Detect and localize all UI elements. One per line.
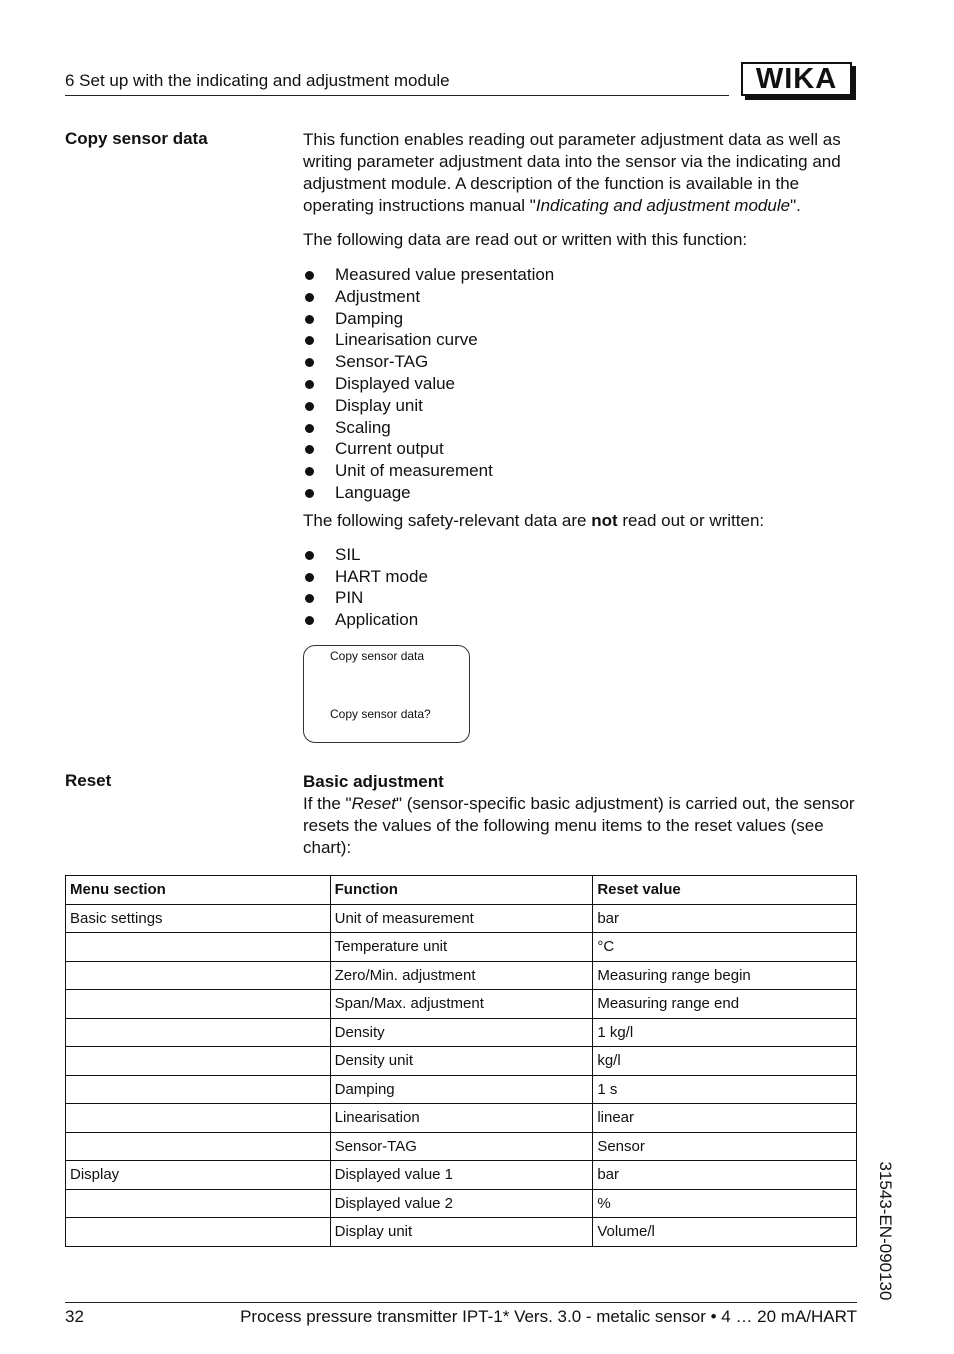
cell-reset-value: °C	[593, 933, 857, 962]
bullet-icon	[305, 445, 314, 454]
read-list-intro: The following data are read out or written with this function:	[303, 230, 748, 249]
list-item-text: Display unit	[335, 395, 423, 415]
list-item	[303, 264, 859, 286]
table-row	[66, 1189, 857, 1218]
bullet-icon	[305, 358, 314, 367]
cell-function: Zero/Min. adjustment	[330, 961, 593, 990]
list-item-text: Damping	[335, 308, 404, 328]
bullet-icon	[305, 594, 314, 603]
cell-reset-value: 1 kg/l	[593, 1018, 857, 1047]
table-row	[66, 904, 857, 933]
cell-function: Displayed value 2	[330, 1189, 593, 1218]
display-prompt: Copy sensor data?	[330, 707, 431, 721]
reset-description: If the "Reset" (sensor-specific basic adjustment) is carried out, the sensor resets the values of the following menu items to the reset values (see chart):	[303, 794, 855, 857]
list-item-text: SIL	[335, 544, 361, 564]
list-item-text: PIN	[335, 588, 364, 608]
cell-function: Density unit	[330, 1047, 593, 1076]
cell-reset-value: Volume/l	[593, 1218, 857, 1247]
cell-menu-section	[66, 1189, 331, 1218]
reset-heading: Reset	[65, 771, 112, 790]
running-header: 6 Set up with the indicating and adjustment module	[65, 71, 450, 90]
list-item-text: HART mode	[335, 566, 428, 586]
cell-menu-section	[66, 933, 331, 962]
cell-reset-value: Measuring range begin	[593, 961, 857, 990]
bullet-icon	[305, 616, 314, 625]
table-row	[66, 1047, 857, 1076]
list-item	[303, 438, 859, 460]
list-item-text: Application	[335, 610, 419, 630]
table-row	[66, 1075, 857, 1104]
list-item-text: Unit of measurement	[335, 461, 493, 481]
list-item	[303, 417, 859, 439]
bullet-icon	[305, 271, 314, 280]
header-function: Function	[330, 876, 593, 905]
bullet-icon	[305, 315, 314, 324]
reset-body	[303, 771, 859, 859]
basic-adjustment-heading: Basic adjustment	[303, 772, 444, 791]
list-item	[303, 482, 859, 504]
header-menu-section: Menu section	[66, 876, 331, 905]
list-item	[303, 308, 859, 330]
read-data-list	[303, 264, 859, 504]
footer-title: Process pressure transmitter IPT-1* Vers. 3.0 - metalic sensor • 4 … 20 mA/HART	[240, 1307, 857, 1326]
table-row	[66, 933, 857, 962]
list-item	[303, 544, 859, 566]
table-header-row	[66, 876, 857, 905]
wika-logo	[741, 62, 852, 96]
cell-function: Displayed value 1	[330, 1161, 593, 1190]
table-row	[66, 1104, 857, 1133]
bullet-icon	[305, 336, 314, 345]
document-code	[873, 1156, 897, 1306]
cell-reset-value: Measuring range end	[593, 990, 857, 1019]
cell-menu-section: Basic settings	[66, 904, 331, 933]
cell-reset-value: 1 s	[593, 1075, 857, 1104]
cell-function: Damping	[330, 1075, 593, 1104]
module-display	[303, 645, 470, 743]
cell-reset-value: bar	[593, 904, 857, 933]
list-item	[303, 373, 859, 395]
cell-menu-section	[66, 1104, 331, 1133]
cell-menu-section	[66, 990, 331, 1019]
cell-reset-value: Sensor	[593, 1132, 857, 1161]
bullet-icon	[305, 551, 314, 560]
header-reset-value: Reset value	[593, 876, 857, 905]
bullet-icon	[305, 424, 314, 433]
safety-data-list	[303, 544, 859, 631]
list-item	[303, 286, 859, 308]
list-item	[303, 587, 859, 609]
list-item-text: Sensor-TAG	[335, 352, 429, 372]
list-item-text: Current output	[335, 439, 444, 459]
cell-menu-section	[66, 1018, 331, 1047]
bullet-icon	[305, 573, 314, 582]
table-row	[66, 1218, 857, 1247]
copy-sensor-intro: This function enables reading out parameter adjustment data as well as writing parameter adjustment data into the sensor via the indicating and adjustment module. A description of the function is available in the operating instructions manual "Indicating and adjustment module".	[303, 130, 841, 215]
list-item-text: Language	[335, 482, 411, 502]
footer-divider	[65, 1302, 857, 1303]
list-item	[303, 609, 859, 631]
table-row	[66, 990, 857, 1019]
cell-function: Linearisation	[330, 1104, 593, 1133]
bullet-icon	[305, 402, 314, 411]
list-item	[303, 566, 859, 588]
table-row	[66, 1132, 857, 1161]
cell-function: Sensor-TAG	[330, 1132, 593, 1161]
list-item-text: Linearisation curve	[335, 330, 478, 350]
cell-function: Density	[330, 1018, 593, 1047]
cell-menu-section: Display	[66, 1161, 331, 1190]
table-row	[66, 961, 857, 990]
cell-function: Span/Max. adjustment	[330, 990, 593, 1019]
copy-sensor-heading: Copy sensor data	[65, 129, 208, 148]
list-item	[303, 460, 859, 482]
list-item	[303, 329, 859, 351]
cell-function: Temperature unit	[330, 933, 593, 962]
cell-reset-value: bar	[593, 1161, 857, 1190]
list-item-text: Adjustment	[335, 286, 421, 306]
logo-text: WIKA	[755, 62, 838, 95]
reset-values-table	[65, 875, 857, 1247]
bullet-icon	[305, 467, 314, 476]
cell-menu-section	[66, 1075, 331, 1104]
header-divider	[65, 95, 729, 96]
copy-sensor-body	[303, 129, 859, 631]
cell-menu-section	[66, 961, 331, 990]
table-row	[66, 1018, 857, 1047]
safety-intro: The following safety-relevant data are not read out or written:	[303, 510, 765, 530]
bullet-icon	[305, 489, 314, 498]
table-row	[66, 1161, 857, 1190]
list-item	[303, 351, 859, 373]
page-number: 32	[65, 1307, 84, 1326]
cell-menu-section	[66, 1047, 331, 1076]
cell-reset-value: %	[593, 1189, 857, 1218]
list-item-text: Scaling	[335, 417, 391, 437]
cell-function: Unit of measurement	[330, 904, 593, 933]
cell-menu-section	[66, 1132, 331, 1161]
cell-reset-value: kg/l	[593, 1047, 857, 1076]
bullet-icon	[305, 293, 314, 302]
bullet-icon	[305, 380, 314, 389]
list-item-text: Measured value presentation	[335, 265, 555, 284]
cell-function: Display unit	[330, 1218, 593, 1247]
list-item	[303, 395, 859, 417]
cell-reset-value: linear	[593, 1104, 857, 1133]
list-item-text: Displayed value	[335, 373, 456, 393]
cell-menu-section	[66, 1218, 331, 1247]
document-code-text: 31543-EN-090130	[876, 1161, 895, 1301]
display-title: Copy sensor data	[330, 649, 425, 663]
